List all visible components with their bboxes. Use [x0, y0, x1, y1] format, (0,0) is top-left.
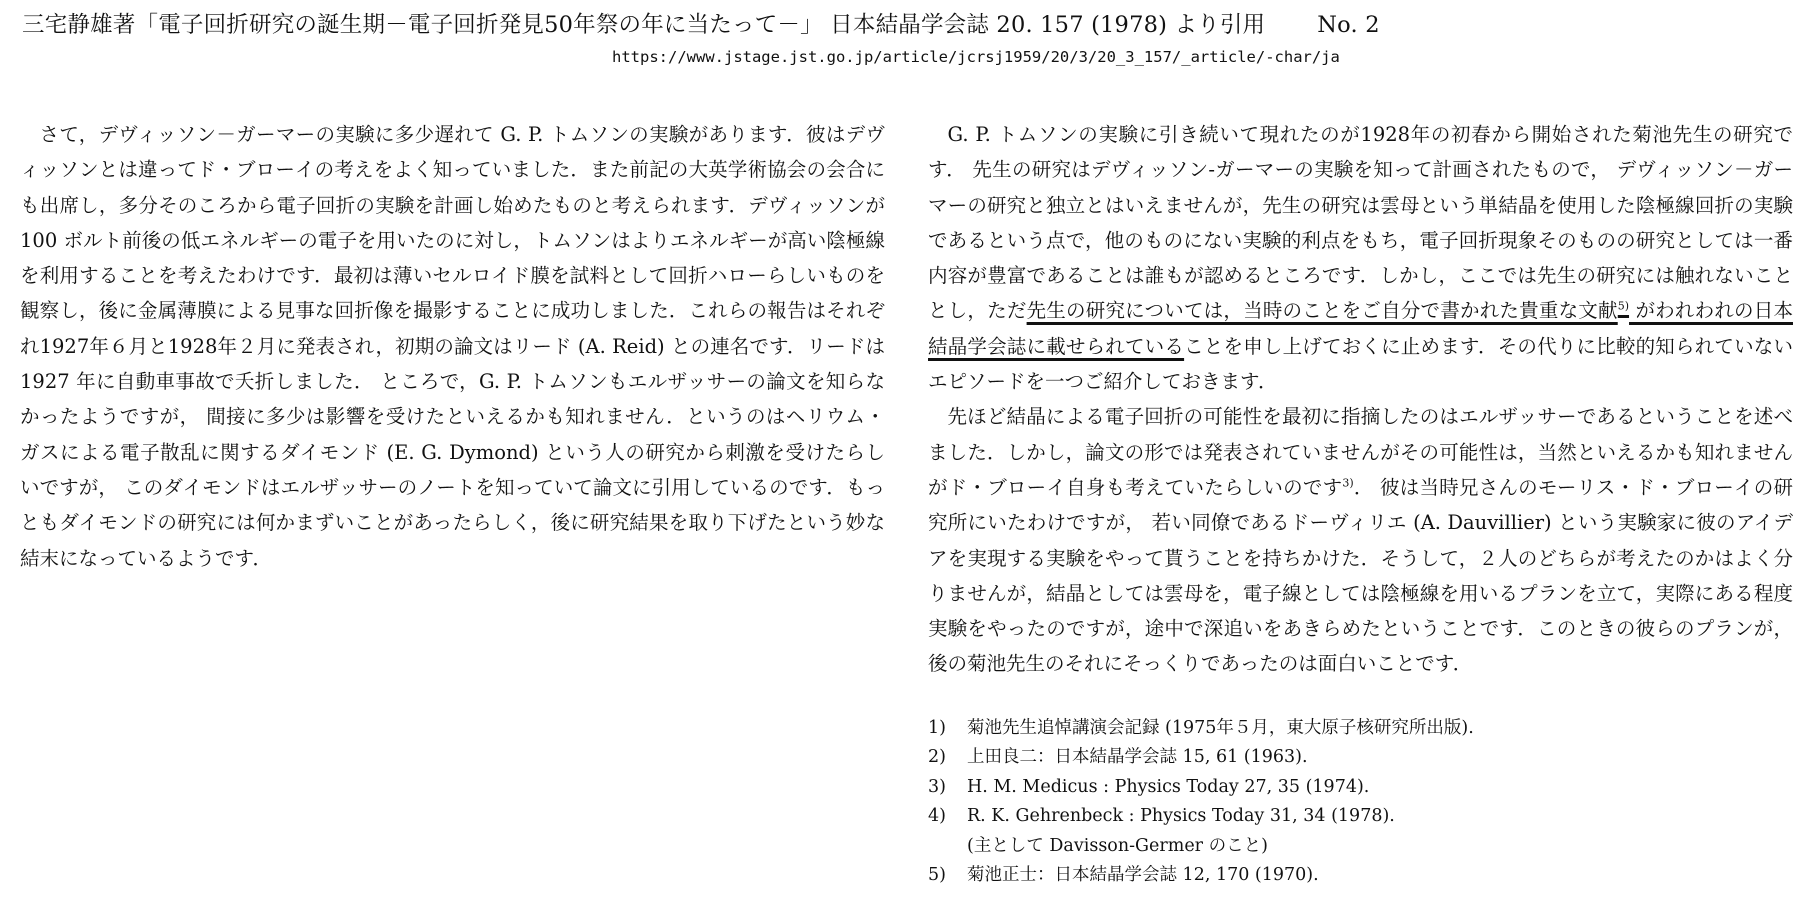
paragraph-text: G. P. トムソンの実験に引き続いて現れたのが1928年の初春から開始された菊池先生の研究です． 先生の研究はデヴィッソン‐ガーマーの実験を知って計画されたもので， デヴィッソン－ガーマーの研究と独立とはいえませんが，先生の研究は雲母という単結晶を使用した陰極線回折の実験であるという点で，他のものにない実験的利点をもち，電子回折現象そのものの研究としては一番内容が豊富であることは誰もが認めるところです．しかし，ここでは先生の研究には触れないこととし，ただ	[928, 123, 1793, 323]
reference-number	[928, 832, 967, 861]
citation-title: 三宅静雄著「電子回折研究の誕生期－電子回折発見50年祭の年に当たって－」 日本結晶学会誌 20. 157 (1978) より引用	[22, 12, 1266, 38]
reference-text: 菊池先生追悼講演会記録 (1975年５月，東大原子核研究所出版).	[967, 718, 1474, 738]
underlined-phrase: がわれわれの日本結晶学会誌に載せられている	[928, 299, 1793, 358]
reference-number: 4)	[928, 806, 946, 827]
right-paragraph-1	[928, 117, 1793, 399]
reference-item	[928, 802, 1793, 831]
reference-item	[928, 773, 1793, 802]
underlined-phrase: 先生の研究については，当時のことをご自分で書かれた貴重な文献	[1026, 299, 1618, 323]
page-header	[22, 8, 1810, 78]
reference-text: R. K. Gehrenbeck : Physics Today 31, 34 (1978).	[967, 806, 1395, 827]
reference-text: (主として Davisson‐Germer のこと)	[967, 835, 1268, 856]
citation-title-line	[22, 8, 1810, 42]
paragraph-text: ことを申し上げておくに止めます．その代りに比較的知られていないエピソードを一つご紹介しておきます．	[928, 334, 1793, 394]
page-number-label: No. 2	[1317, 12, 1380, 38]
left-column	[20, 117, 885, 576]
reference-number: 2)	[928, 747, 946, 768]
right-column	[928, 117, 1793, 682]
footnote-marker: 5)	[1617, 299, 1630, 313]
reference-number: 5)	[928, 865, 946, 886]
reference-number: 1)	[928, 718, 946, 738]
reference-item	[928, 832, 1793, 861]
reference-text: 菊池正士：日本結晶学会誌 12, 170 (1970).	[967, 865, 1319, 886]
reference-text: 上田良二：日本結晶学会誌 15, 61 (1963).	[967, 747, 1308, 768]
right-paragraph-2	[928, 399, 1793, 681]
paragraph-text: 先ほど結晶による電子回折の可能性を最初に指摘したのはエルザッサーであるということを述べました．しかし，論文の形では発表されていませんがその可能性は，当然といえるかも知れませんがド・ブローイ自身も考えていたらしいのです	[928, 405, 1793, 499]
reference-item	[928, 714, 1793, 743]
left-paragraph-1: さて，デヴィッソン－ガーマーの実験に多少遅れて G. P. トムソンの実験があります．彼はデヴィッソンとは違ってド・ブローイの考えをよく知っていました．また前記の大英学術協会の会合にも出席し，多分そのころから電子回折の実験を計画し始めたものと考えられます．デヴィッソンが 100 ボルト前後の低エネルギーの電子を用いたのに対し，トムソンはよりエネルギーが高い陰極線を利用することを考えたわけです．最初は薄いセルロイド膜を試料として回折ハローらしいものを観察し，後に金属薄膜による見事な回折像を撮影することに成功しました．これらの報告はそれぞれ1927年６月と1928年２月に発表され，初期の論文はリード (A. Reid) との連名です．リードは 1927 年に自動車事故で夭折しました． ところで，G. P. トムソンもエルザッサーの論文を知らなかったようですが， 間接に多少は影響を受けたといえるかも知れません．というのはヘリウム・ガスによる電子散乱に関するダイモンド (E. G. Dymond) という人の研究から刺激を受けたらしいですが， このダイモンドはエルザッサーのノートを知っていて論文に引用しているのです．もっともダイモンドの研究には何かまずいことがあったらしく，後に研究結果を取り下げたという妙な結末になっているようです．	[20, 123, 885, 570]
reference-number: 3)	[928, 776, 946, 797]
references-list	[928, 714, 1793, 890]
paragraph-text: ． 彼は当時兄さんのモーリス・ド・ブローイの研究所にいたわけですが， 若い同僚であるドーヴィリエ (A. Dauvillier) という実験家に彼のアイデアを実現する実験をやって貰うことを持ちかけた．そうして，２人のどちらが考えたのかはよく分りませんが，結晶としては雲母を，電子線としては陰極線を用いるプランを立て，実際にある程度実験をやったのですが，途中で深追いをあきらめたということです．このときの彼らのプランが，後の菊池先生のそれにそっくりであったのは面白いことです．	[928, 475, 1793, 676]
footnote-marker: 3)	[1342, 476, 1354, 490]
source-url: https://www.jstage.jst.go.jp/article/jcrsj1959/20/3/20_3_157/_article/-char/ja	[612, 48, 1340, 66]
reference-item	[928, 743, 1793, 772]
reference-text: H. M. Medicus : Physics Today 27, 35 (1974).	[967, 776, 1370, 797]
reference-item	[928, 861, 1793, 890]
